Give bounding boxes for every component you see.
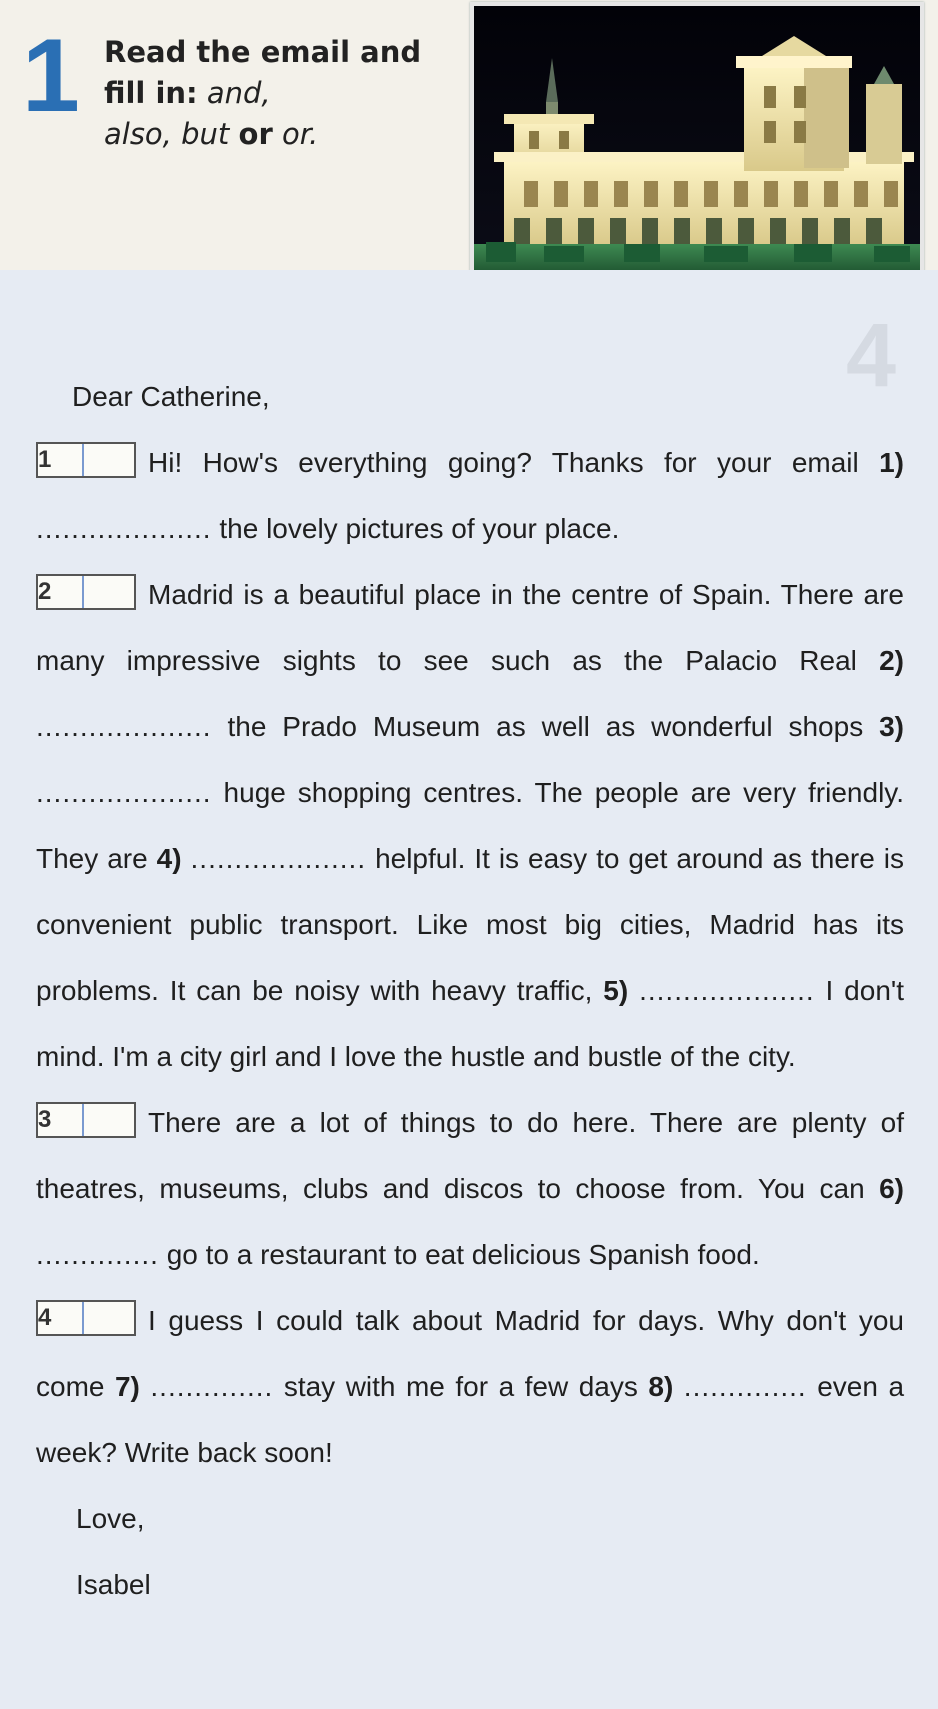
gap-blank[interactable]: .............. (683, 1371, 807, 1402)
gap-number: 2) (879, 645, 904, 676)
gap-number: 5) (603, 975, 629, 1006)
paragraph-answer-box[interactable] (36, 574, 136, 610)
instruction-text: Read the email and fill in: (104, 35, 422, 111)
email-text-segment: the Prado Museum as well as wonderful shops (211, 711, 880, 742)
option-but: but (181, 117, 230, 152)
email-text-segment: helpful. It is easy to get around as there is convenient public transport. Like most big cities, Madrid has its problems. It can be noisy with heavy traffic, (36, 843, 904, 1006)
email-text-segment: even a week? Write back soon! (36, 1371, 905, 1468)
email-text-segment: Hi! How's everything going? Thanks for your email (148, 447, 880, 478)
option-also: also, (104, 117, 172, 152)
palace-night-illustration (474, 6, 920, 286)
email-paragraph-2 (36, 562, 904, 1090)
email-text-segment: Madrid is a beautiful place in the centre of Spain. There are many impressive sights to see such as the Palacio Real (36, 579, 904, 676)
gap-blank[interactable]: .............. (150, 1371, 274, 1402)
exercise-instruction (104, 32, 444, 156)
gap-number: 7) (114, 1371, 140, 1402)
email-paragraph-3 (36, 1090, 904, 1288)
email-paragraph-1 (36, 430, 904, 562)
email-signature: Isabel (76, 1569, 151, 1600)
email-text-segment: There are a lot of things to do here. There are plenty of theatres, museums, clubs and discos to choose from. You can (36, 1107, 904, 1204)
madrid-palace-photo (470, 2, 924, 290)
gap-blank[interactable]: .................... (36, 711, 212, 742)
email-paragraph-4 (36, 1288, 904, 1486)
email-text-segment: the lovely pictures of your place. (211, 513, 620, 544)
paragraph-number: 3 (38, 1104, 84, 1136)
gap-number: 6) (879, 1173, 904, 1204)
gap-number: 3) (879, 711, 904, 742)
email-text (36, 364, 904, 1618)
exercise-number: 1 (22, 18, 80, 134)
option-and: and, (206, 76, 271, 111)
email-text-segment: huge shopping centres. The people are very friendly. They are (36, 777, 904, 874)
paragraph-number: 2 (38, 576, 84, 608)
email-greeting: Dear Catherine, (72, 381, 270, 412)
faint-next-exercise-number: 4 (846, 306, 897, 406)
paragraph-answer-box[interactable] (36, 1102, 136, 1138)
email-text-segment: go to a restaurant to eat delicious Spanish food. (158, 1239, 760, 1270)
gap-number: 4) (156, 843, 182, 874)
paragraph-number: 1 (38, 444, 84, 476)
paragraph-answer-box[interactable] (36, 1300, 136, 1336)
gap-blank[interactable]: .................... (36, 777, 212, 808)
paragraph-number: 4 (38, 1302, 84, 1334)
email-text-segment: I guess I could talk about Madrid for days. Why don't you come (36, 1305, 904, 1402)
gap-blank[interactable]: .................... (36, 513, 212, 544)
email-text-segment: I don't mind. I'm a city girl and I love the hustle and bustle of the city. (36, 975, 905, 1072)
exercise-header (0, 0, 938, 270)
email-text-segment: stay with me for a few days (273, 1371, 649, 1402)
gap-blank[interactable]: .................... (639, 975, 815, 1006)
gap-blank[interactable]: .............. (36, 1239, 159, 1270)
gap-blank[interactable]: .................... (190, 843, 367, 874)
email-closing: Love, (76, 1503, 145, 1534)
gap-number: 8) (648, 1371, 674, 1402)
option-or: or. (281, 117, 319, 152)
gap-number: 1) (879, 447, 904, 478)
instruction-or-word: or (238, 117, 273, 152)
paragraph-answer-box[interactable] (36, 442, 136, 478)
